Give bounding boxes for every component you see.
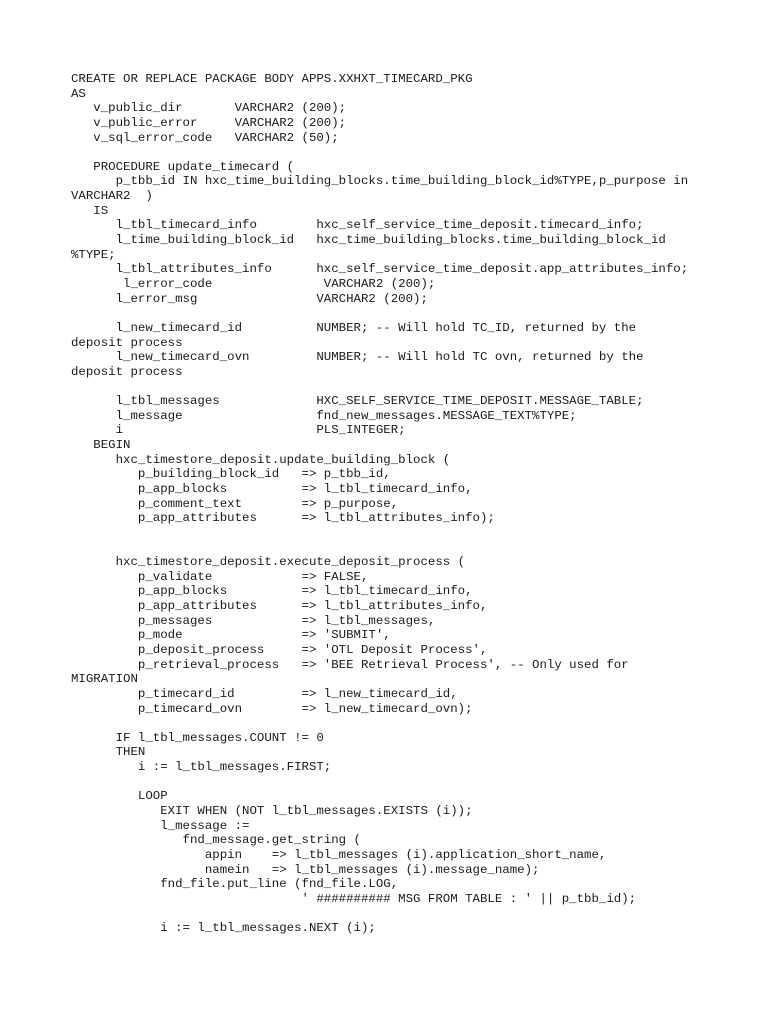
code-line: v_public_dir VARCHAR2 (200);: [71, 101, 347, 116]
code-line: p_validate => FALSE,: [71, 569, 369, 584]
code-line: [71, 379, 751, 394]
code-line: v_sql_error_code VARCHAR2 (50);: [71, 130, 339, 145]
code-line: i := l_tbl_messages.NEXT (i);: [71, 921, 376, 936]
code-line: appin => l_tbl_messages (i).application_short_name,: [71, 847, 607, 862]
code-line: p_messages => l_tbl_messages,: [71, 613, 436, 628]
code-line: namein => l_tbl_messages (i).message_name);: [71, 862, 540, 877]
code-line: CREATE OR REPLACE PACKAGE BODY APPS.XXHXT_TIMECARD_PKG: [71, 72, 473, 86]
code-line: l_error_msg VARCHAR2 (200);: [71, 291, 428, 306]
code-line: p_deposit_process => 'OTL Deposit Process',: [71, 642, 488, 657]
code-line: p_app_blocks => l_tbl_timecard_info,: [71, 584, 473, 599]
code-line: hxc_timestore_deposit.update_building_block (: [71, 452, 451, 467]
code-line: l_error_code VARCHAR2 (200);: [71, 276, 436, 291]
code-line: LOOP: [71, 789, 168, 804]
code-line: p_retrieval_process => 'BEE Retrieval Process', -- Only used for: [71, 657, 629, 672]
code-line: p_app_attributes => l_tbl_attributes_info);: [71, 511, 495, 526]
code-line: p_app_blocks => l_tbl_timecard_info,: [71, 481, 473, 496]
code-line: hxc_timestore_deposit.execute_deposit_process (: [71, 555, 466, 570]
code-line: l_new_timecard_id NUMBER; -- Will hold TC_ID, returned by the: [71, 320, 637, 335]
code-line: fnd_file.put_line (fnd_file.LOG,: [71, 877, 399, 892]
code-line: p_building_block_id => p_tbb_id,: [71, 467, 391, 482]
code-line: ' ########## MSG FROM TABLE : ' || p_tbb_id);: [71, 891, 637, 906]
code-line: l_tbl_messages HXC_SELF_SERVICE_TIME_DEPOSIT.MESSAGE_TABLE;: [71, 394, 644, 409]
code-line: [71, 775, 751, 790]
code-line: deposit process: [71, 335, 183, 350]
code-block: [71, 72, 751, 936]
code-line: p_tbb_id IN hxc_time_building_blocks.time_building_block_id%TYPE,p_purpose in: [71, 174, 689, 189]
code-line: p_timecard_ovn => l_new_timecard_ovn);: [71, 701, 473, 716]
code-line: PROCEDURE update_timecard (: [71, 159, 295, 174]
code-line: p_app_attributes => l_tbl_attributes_info,: [71, 599, 488, 614]
code-line: IF l_tbl_messages.COUNT != 0: [71, 730, 324, 745]
code-line: deposit process: [71, 364, 183, 379]
code-line: l_message fnd_new_messages.MESSAGE_TEXT%TYPE;: [71, 408, 577, 423]
code-line: l_message :=: [71, 818, 250, 833]
code-line: v_public_error VARCHAR2 (200);: [71, 115, 347, 130]
code-line: AS: [71, 86, 86, 101]
code-line: i PLS_INTEGER;: [71, 423, 406, 438]
code-line: VARCHAR2 ): [71, 189, 153, 204]
code-line: fnd_message.get_string (: [71, 833, 361, 848]
code-line: [71, 541, 751, 556]
code-line: p_mode => 'SUBMIT',: [71, 628, 391, 643]
code-line: l_tbl_attributes_info hxc_self_service_time_deposit.app_attributes_info;: [71, 262, 689, 277]
code-line: IS: [71, 203, 109, 218]
code-line: l_new_timecard_ovn NUMBER; -- Will hold TC ovn, returned by the: [71, 350, 644, 365]
code-line: [71, 907, 751, 922]
code-line: p_comment_text => p_purpose,: [71, 496, 399, 511]
code-line: l_tbl_timecard_info hxc_self_service_time_deposit.timecard_info;: [71, 218, 644, 233]
code-line: i := l_tbl_messages.FIRST;: [71, 760, 332, 775]
code-line: BEGIN: [71, 438, 131, 453]
code-line: [71, 145, 751, 160]
code-line: [71, 526, 751, 541]
code-line: %TYPE;: [71, 247, 116, 262]
code-line: THEN: [71, 745, 146, 760]
code-line: p_timecard_id => l_new_timecard_id,: [71, 686, 458, 701]
code-line: MIGRATION: [71, 672, 138, 687]
code-line: l_time_building_block_id hxc_time_building_blocks.time_building_block_id: [71, 233, 666, 248]
code-line: [71, 306, 751, 321]
code-line: [71, 716, 751, 731]
code-line: EXIT WHEN (NOT l_tbl_messages.EXISTS (i));: [71, 804, 473, 819]
